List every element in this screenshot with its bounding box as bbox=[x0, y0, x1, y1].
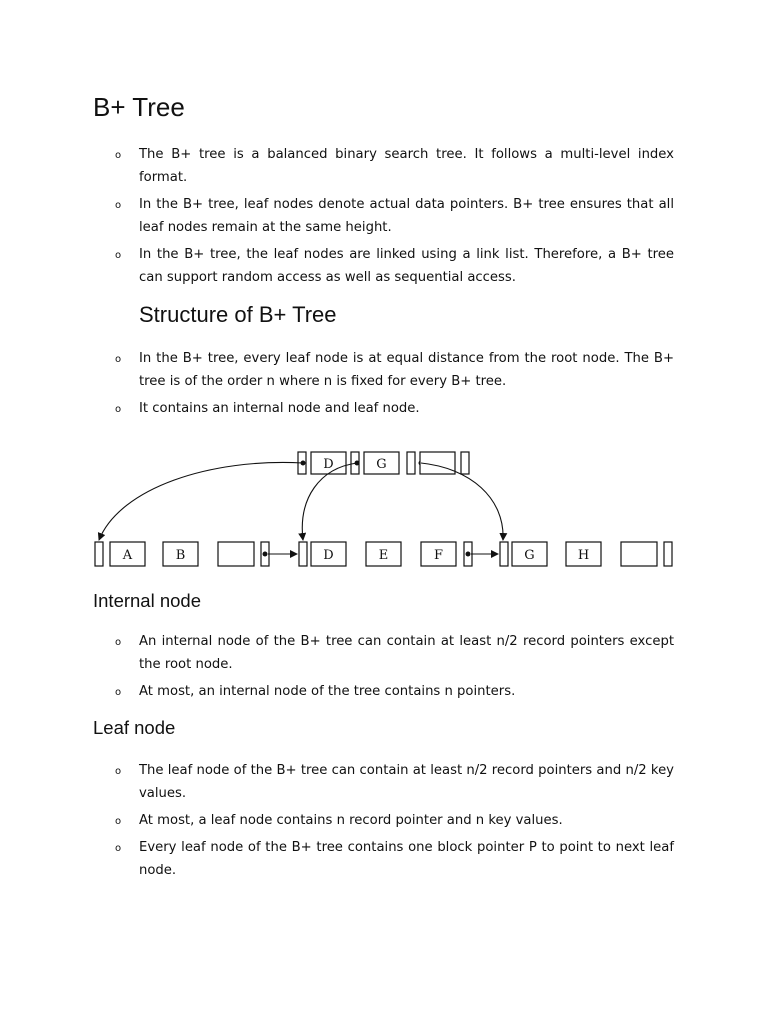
leaf-pointer-cell bbox=[500, 542, 508, 566]
internal-node-bullet-list bbox=[0, 630, 768, 707]
leaf-node-3 bbox=[500, 542, 672, 566]
list-item bbox=[0, 680, 674, 703]
root-key-label: G bbox=[376, 457, 387, 472]
list-item-text: In the B+ tree, the leaf nodes are linked using a link list. Therefore, a B+ tree can support random access as well as sequential access. bbox=[139, 247, 674, 285]
bullet-icon: o bbox=[115, 150, 122, 161]
leaf-node-bullet-list bbox=[0, 759, 768, 886]
bullet-icon: o bbox=[115, 843, 122, 854]
leaf-key-label: D bbox=[323, 548, 334, 563]
root-node bbox=[298, 452, 469, 474]
leaf-node-heading: Leaf node bbox=[93, 717, 176, 738]
leaf-key-label: G bbox=[524, 548, 535, 563]
leaf-pointer-cell bbox=[299, 542, 307, 566]
root-pointer-cell-4 bbox=[461, 452, 469, 474]
list-item-text: The B+ tree is a balanced binary search tree. It follows a multi-level index format. bbox=[139, 147, 674, 185]
list-item bbox=[0, 759, 674, 805]
intro-bullet-list bbox=[0, 143, 768, 293]
list-item-text: An internal node of the B+ tree can contain at least n/2 record pointers except the root node. bbox=[139, 634, 674, 672]
list-item-text: It contains an internal node and leaf node. bbox=[139, 401, 420, 416]
bullet-icon: o bbox=[115, 637, 122, 648]
structure-heading: Structure of B+ Tree bbox=[139, 302, 337, 327]
list-item bbox=[0, 397, 674, 420]
bullet-icon: o bbox=[115, 766, 122, 777]
internal-node-heading: Internal node bbox=[93, 590, 202, 611]
leaf-key-label: F bbox=[433, 548, 444, 563]
leaf-key-cell bbox=[218, 542, 254, 566]
leaf-node-2 bbox=[299, 542, 472, 566]
page-title: B+ Tree bbox=[93, 92, 185, 122]
list-item-text: The leaf node of the B+ tree can contain at least n/2 record pointers and n/2 key values. bbox=[139, 763, 674, 801]
list-item bbox=[0, 836, 674, 882]
bullet-icon: o bbox=[115, 687, 122, 698]
list-item bbox=[0, 347, 674, 393]
leaf-node-1 bbox=[95, 542, 269, 566]
bullet-icon: o bbox=[115, 354, 122, 365]
list-item-text: In the B+ tree, every leaf node is at equal distance from the root node. The B+ tree is of the order n where n is fixed for every B+ tree. bbox=[139, 351, 674, 389]
leaf-key-label: H bbox=[577, 548, 590, 563]
list-item-text: At most, a leaf node contains n record pointer and n key values. bbox=[139, 813, 563, 828]
leaf-key-cell bbox=[621, 542, 657, 566]
pointer-dot-icon bbox=[466, 552, 471, 557]
list-item bbox=[0, 809, 674, 832]
root-pointer-cell-3 bbox=[407, 452, 415, 474]
list-item-text: In the B+ tree, leaf nodes denote actual data pointers. B+ tree ensures that all leaf nodes remain at the same height. bbox=[139, 197, 674, 235]
leaf-key-label: A bbox=[122, 548, 133, 563]
leaf-key-label: B bbox=[175, 548, 186, 563]
list-item-text: Every leaf node of the B+ tree contains one block pointer P to point to next leaf node. bbox=[139, 840, 674, 878]
bullet-icon: o bbox=[115, 404, 122, 415]
bullet-icon: o bbox=[115, 250, 122, 261]
root-key-label: D bbox=[323, 457, 334, 472]
leaf-key-label: E bbox=[378, 548, 389, 563]
list-item bbox=[0, 193, 674, 239]
list-item bbox=[0, 143, 674, 189]
structure-bullet-list bbox=[0, 347, 768, 424]
bullet-icon: o bbox=[115, 200, 122, 211]
list-item bbox=[0, 243, 674, 289]
pointer-dot-icon bbox=[263, 552, 268, 557]
leaf-pointer-cell bbox=[95, 542, 103, 566]
pointer-arrow bbox=[99, 462, 303, 540]
list-item bbox=[0, 630, 674, 676]
list-item-text: At most, an internal node of the tree contains n pointers. bbox=[139, 684, 516, 699]
leaf-next-pointer-cell bbox=[664, 542, 672, 566]
b-plus-tree-diagram bbox=[0, 438, 768, 578]
bullet-icon: o bbox=[115, 816, 122, 827]
